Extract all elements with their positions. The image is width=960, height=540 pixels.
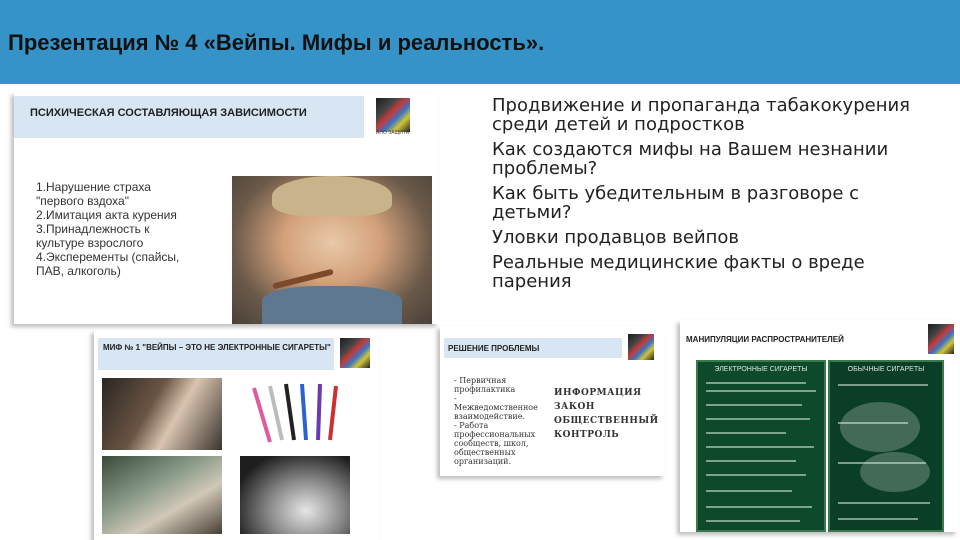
presentation-title: Презентация № 4 «Вейпы. Мифы и реальность». (8, 30, 545, 55)
e-cigarette-facts-panel (696, 360, 826, 532)
child-with-cigar-photo (232, 176, 432, 324)
organization-logo (376, 98, 410, 132)
slide1-heading: ПСИХИЧЕСКАЯ СОСТАВЛЯЮЩАЯ ЗАВИСИМОСТИ (14, 96, 364, 138)
list-item: культуре взрослого (36, 236, 144, 250)
list-item: - Первичная (454, 376, 507, 385)
topic-item: Уловки продавцов вейпов (492, 227, 740, 248)
text-line (706, 418, 810, 420)
list-item: ИНФОРМАЦИЯ (554, 388, 642, 398)
logo-caption: АНО ЗАЩИТА (376, 130, 410, 136)
jacket-shape (262, 286, 402, 324)
text-line (706, 460, 796, 462)
slide-thumbnail-psychological (14, 92, 439, 324)
list-item: профессиональных (454, 430, 536, 439)
solution-measures-list (454, 376, 538, 466)
list-item: взаимодействие. (454, 412, 526, 421)
organization-logo (928, 324, 954, 354)
organization-logo (340, 338, 370, 368)
regular-cigarette-facts-panel (828, 360, 944, 532)
panel-title: ЭЛЕКТРОННЫЕ СИГАРЕТЫ (714, 366, 808, 373)
ashtray-cigarette-photo (240, 456, 350, 534)
topic-list (492, 96, 942, 297)
vaping-man-photo (102, 378, 222, 450)
list-item: 3.Принадлежность к (36, 222, 150, 236)
text-line (706, 382, 806, 384)
topic-item: Как быть убедительным в разговоре с детьми? (492, 183, 860, 223)
list-item: ПАВ, алкоголь) (36, 264, 121, 278)
text-line (706, 432, 786, 434)
hair-shape (272, 176, 392, 216)
text-line (706, 506, 812, 508)
list-item: организаций. (454, 457, 512, 466)
text-line (706, 390, 816, 392)
slide-thumbnail-manipulation (680, 320, 958, 532)
list-item: 4.Эксперементы (спайсы, (36, 250, 180, 264)
title-bar (0, 0, 960, 84)
slide-thumbnail-myth (94, 330, 379, 540)
list-item: сообществ, школ, (454, 439, 529, 448)
topic-item: Реальные медицинские факты о вреде парения (492, 252, 865, 292)
smoke-shape (860, 452, 930, 492)
list-item: 1.Нарушение страха (36, 180, 151, 194)
vape-pens-illustration (240, 378, 350, 450)
list-item: профилактика (454, 385, 516, 394)
list-item: общественных (454, 448, 516, 457)
text-line (838, 422, 908, 424)
list-item: - Работа (454, 421, 489, 430)
text-line (838, 518, 918, 520)
list-item: КОНТРОЛЬ (554, 430, 620, 440)
solution-pillars-list (554, 386, 659, 442)
list-item: - Межведомственное (454, 394, 538, 412)
text-line (706, 520, 800, 522)
text-line (706, 446, 814, 448)
list-item: ОБЩЕСТВЕННЫЙ (554, 416, 659, 426)
text-line (706, 490, 792, 492)
text-line (706, 474, 806, 476)
slide4-heading: МАНИПУЛЯЦИИ РАСПРОСТРАНИТЕЛЕЙ (680, 326, 922, 354)
slide2-heading: МИФ № 1 "ВЕЙПЫ – ЭТО НЕ ЭЛЕКТРОННЫЕ СИГАРЕТЫ" (98, 338, 334, 370)
list-item: "первого вздоха" (36, 194, 129, 208)
text-line (706, 404, 802, 406)
panel-title: ОБЫЧНЫЕ СИГАРЕТЫ (847, 366, 925, 373)
topic-item: Продвижение и пропаганда табакокурения среди детей и подростков (492, 95, 911, 135)
slide1-list (36, 180, 232, 278)
text-line (838, 502, 930, 504)
text-line (838, 384, 928, 386)
list-item: 2.Имитация акта курения (36, 208, 177, 222)
organization-logo (628, 334, 654, 360)
topic-item: Как создаются мифы на Вашем незнании проблемы? (492, 139, 889, 179)
slide-thumbnail-solution (440, 326, 665, 476)
list-item: ЗАКОН (554, 402, 595, 412)
vape-pens-photo (240, 378, 350, 450)
text-line (838, 462, 926, 464)
smoke-shape (840, 402, 920, 452)
e-cigarette-hand-photo (102, 456, 222, 534)
slide3-heading: РЕШЕНИЕ ПРОБЛЕМЫ (444, 338, 622, 358)
